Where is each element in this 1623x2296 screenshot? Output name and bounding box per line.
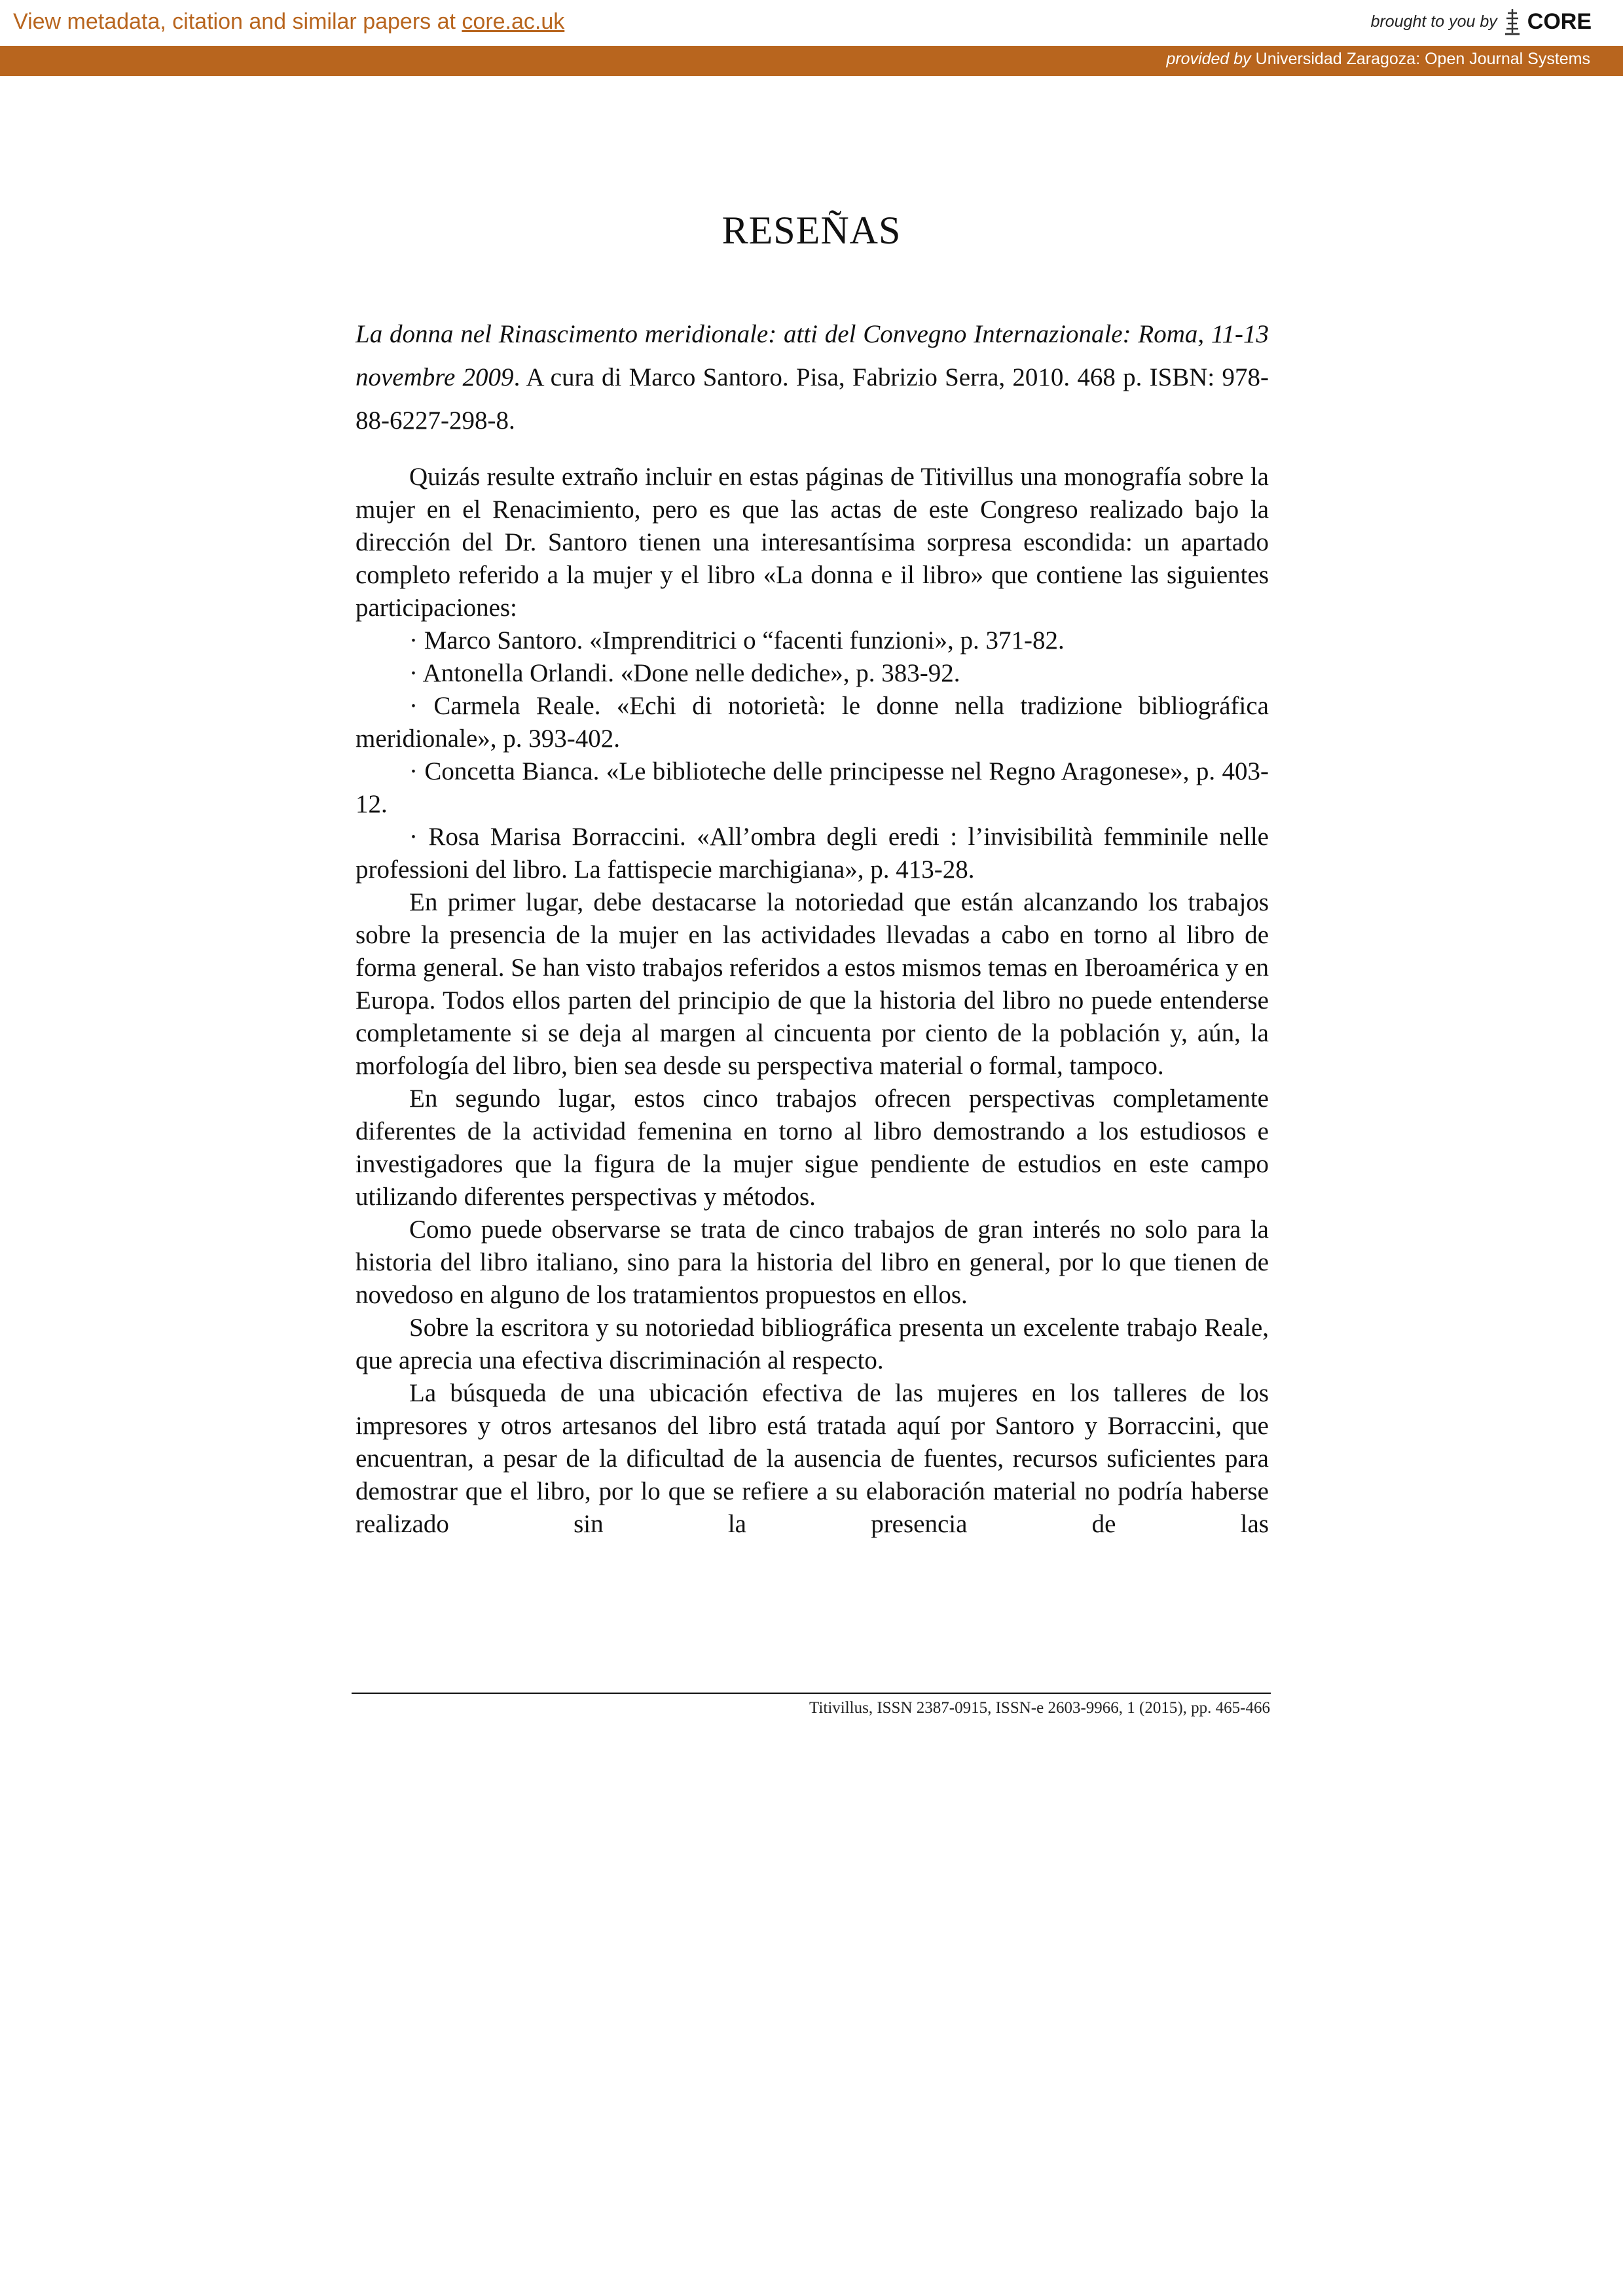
footer-divider — [352, 1693, 1271, 1694]
book-citation — [356, 313, 1269, 442]
contribution-item: · Marco Santoro. «Imprenditrici o “facenti funzioni», p. 371-82. — [409, 626, 1065, 655]
provided-by-label: provided by — [1166, 50, 1251, 68]
provided-by-source: Universidad Zaragoza: Open Journal Systems — [1255, 50, 1590, 68]
contribution-item: · Concetta Bianca. «Le biblioteche delle principesse nel Regno Aragonese», p. 403-12. — [356, 757, 1269, 818]
core-metadata-prefix: View metadata, citation and similar papers at — [13, 9, 462, 34]
citation-details: . A cura di Marco Santoro. Pisa, Fabrizio Serra, 2010. 468 p. ISBN: 978-88-6227-298-8. — [356, 363, 1269, 435]
core-link[interactable]: core.ac.uk — [462, 9, 565, 34]
section-title: RESEÑAS — [721, 209, 902, 252]
body-paragraph: Como puede observarse se trata de cinco trabajos de gran interés no solo para la historia del libro italiano, sino para la historia del libro en general, por lo que tienen de novedoso en alguno de los tratamientos propuestos en ellos. — [356, 1215, 1269, 1309]
core-logo-icon — [1503, 7, 1522, 37]
contribution-item: · Antonella Orlandi. «Done nelle dediche», p. 383-92. — [409, 659, 960, 687]
contribution-item: · Rosa Marisa Borraccini. «All’ombra degli eredi : l’invisibilità femminile nelle professioni del libro. La fattispecie marchigiana», p. 413-28. — [356, 823, 1269, 884]
core-logo-text: CORE — [1527, 9, 1592, 34]
review-body — [356, 461, 1269, 1541]
intro-paragraph: Quizás resulte extraño incluir en estas páginas de Titivillus una monografía sobre la mujer en el Renacimiento, pero es que las actas de este Congreso realizado bajo la dirección del Dr. Santoro tienen una interesantísima sorpresa escondida: un apartado completo referido a la mujer y el libro «La donna e il libro» que contiene las siguientes participaciones: — [356, 463, 1269, 622]
body-paragraph: En primer lugar, debe destacarse la notoriedad que están alcanzando los trabajos sobre la presencia de la mujer en las actividades llevadas a cabo en torno al libro de forma general. Se han visto trabajos referidos a estos mismos temas en Iberoamérica y en Europa. Todos ellos parten del principio de que la historia del libro no puede entenderse completamente si se deja al margen al cincuenta por ciento de la población y, aún, la morfología del libro, bien sea desde su perspectiva material o formal, tampoco. — [356, 888, 1269, 1080]
brought-to-you-label: brought to you by — [1370, 12, 1497, 31]
core-metadata-line — [13, 9, 564, 35]
citation-title: La donna nel Rinascimento meridionale: atti del Convegno Internazionale: Roma, 11-13 novembre 2009 — [356, 320, 1269, 391]
body-paragraph: En segundo lugar, estos cinco trabajos ofrecen perspectivas completamente diferentes de la actividad femenina en torno al libro demostrando a los estudiosos e investigadores que la figura de la mujer sigue pendiente de estudios en este campo utilizando diferentes perspectivas y métodos. — [356, 1085, 1269, 1211]
core-header — [0, 0, 1623, 46]
core-brought-by[interactable] — [1371, 7, 1592, 37]
body-paragraph: La búsqueda de una ubicación efectiva de las mujeres en los talleres de los impresores y otros artesanos del libro está tratada aquí por Santoro y Borraccini, que encuentran, a pesar de la dificultad de la ausencia de fuentes, recursos suficientes para demostrar que el libro, por lo que se refiere a su elaboración material no podría haberse realizado sin la presencia de las — [356, 1379, 1269, 1538]
journal-footer: Titivillus, ISSN 2387-0915, ISSN-e 2603-9966, 1 (2015), pp. 465-466 — [809, 1699, 1270, 1717]
core-provided-bar — [0, 46, 1623, 76]
body-paragraph: Sobre la escritora y su notoriedad bibliográfica presenta un excelente trabajo Reale, que aprecia una efectiva discriminación al respecto. — [356, 1314, 1269, 1374]
contribution-item: · Carmela Reale. «Echi di notorietà: le donne nella tradizione bibliográfica meridionale», p. 393-402. — [356, 692, 1269, 753]
core-provided-by[interactable] — [1166, 50, 1590, 69]
